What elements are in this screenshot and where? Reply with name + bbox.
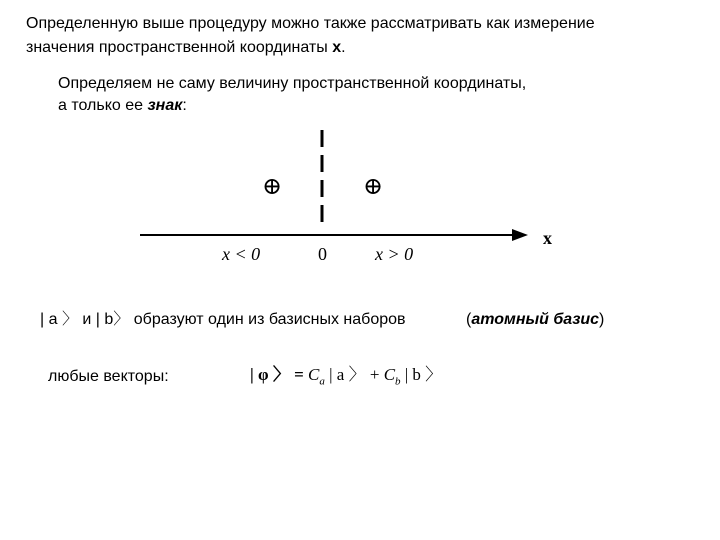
sign-note-line-1: Определяем не саму величину пространственной координаты,	[58, 75, 527, 92]
x-axis-arrowhead	[512, 229, 528, 241]
intro-line-1: Определенную выше процедуру можно также рассматривать как измерение	[26, 15, 595, 32]
intro-line-2-text: значения пространственной координаты	[26, 39, 333, 56]
ket-a: | a 〉	[40, 311, 78, 328]
basis-line	[40, 310, 406, 330]
left-atom-symbol: ⊕	[262, 172, 283, 200]
intro-period: .	[341, 39, 346, 56]
superposition-formula	[250, 365, 442, 391]
basis-text: образуют один из базисных наборов	[133, 311, 406, 328]
sign-word: знак	[147, 97, 183, 114]
sign-note-text: а только ее	[58, 97, 148, 114]
basis-and: и	[82, 311, 92, 328]
label-negative: x < 0	[222, 244, 261, 264]
atomic-basis-note	[466, 310, 604, 330]
coefficient-b: C	[383, 365, 396, 384]
sign-note-colon: :	[182, 97, 187, 114]
note-close-paren: )	[599, 311, 605, 328]
ket-b: | b〉	[95, 311, 130, 328]
formula-ket-b: | b 〉	[400, 365, 443, 384]
note-open-paren: (	[466, 311, 472, 328]
coefficient-b-subscript: b	[395, 375, 401, 388]
right-atom-symbol: ⊕	[363, 172, 384, 200]
coordinate-variable: x	[332, 39, 342, 56]
x-axis-label: x	[543, 228, 552, 248]
coefficient-a-subscript: a	[319, 375, 325, 388]
ket-phi: | φ 〉 =	[250, 365, 309, 384]
formula-ket-a: | a 〉 +	[324, 365, 384, 384]
label-zero: 0	[318, 244, 327, 264]
coefficient-a: C	[308, 365, 320, 384]
atomic-basis-term: атомный базис	[471, 311, 600, 328]
vectors-label: любые векторы:	[48, 368, 169, 385]
label-positive: x > 0	[375, 244, 414, 264]
